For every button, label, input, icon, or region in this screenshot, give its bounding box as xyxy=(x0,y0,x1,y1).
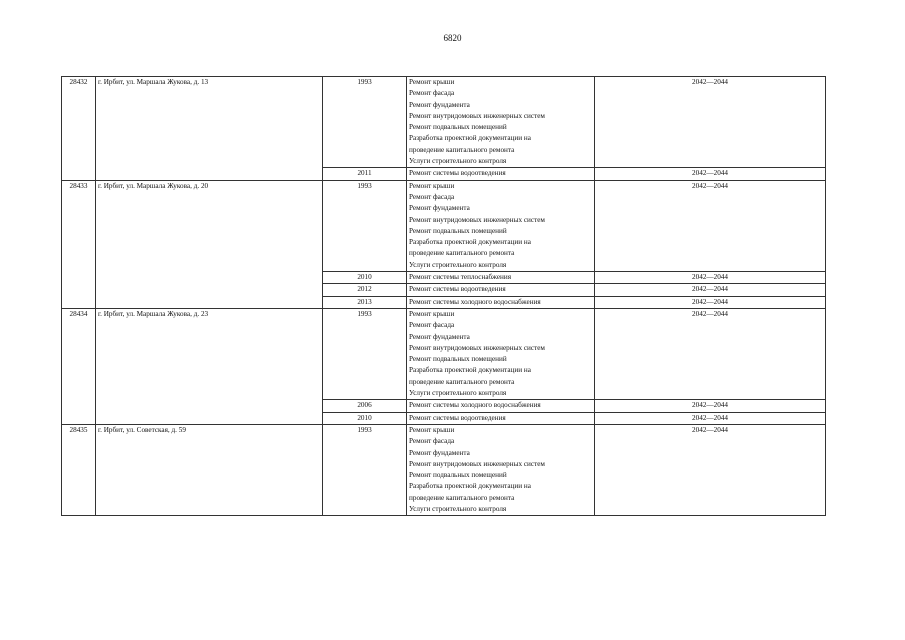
year-cell: 2011 xyxy=(323,168,407,180)
period-cell: 2042—2044 xyxy=(595,272,826,284)
works-cell xyxy=(407,424,595,515)
repair-schedule-body xyxy=(62,77,826,516)
work-item: проведение капитального ремонта xyxy=(409,145,515,154)
table-row xyxy=(62,77,826,168)
work-item: Ремонт фасада xyxy=(409,321,455,330)
building-id-cell: 28434 xyxy=(62,308,96,424)
work-item: Ремонт фасада xyxy=(409,192,455,201)
works-cell xyxy=(407,180,595,271)
work-item: Ремонт фундамента xyxy=(409,204,470,213)
year-cell: 2010 xyxy=(323,272,407,284)
work-item: Ремонт подвальных помещений xyxy=(409,471,507,480)
work-item: Разработка проектной документации на xyxy=(409,134,531,143)
year-cell: 1993 xyxy=(323,77,407,168)
building-id-cell: 28435 xyxy=(62,424,96,515)
work-item: Услуги строительного контроля xyxy=(409,389,507,398)
year-cell: 2006 xyxy=(323,400,407,412)
work-item: Услуги строительного контроля xyxy=(409,260,507,269)
work-item: Ремонт фасада xyxy=(409,437,455,446)
work-item: Ремонт подвальных помещений xyxy=(409,355,507,364)
work-item: Ремонт крыши xyxy=(409,181,455,190)
period-cell: 2042—2044 xyxy=(595,424,826,515)
period-cell: 2042—2044 xyxy=(595,284,826,296)
work-item: проведение капитального ремонта xyxy=(409,493,515,502)
table-row xyxy=(62,424,826,515)
works-cell xyxy=(407,412,595,424)
period-cell: 2042—2044 xyxy=(595,308,826,399)
address-cell: г. Ирбит, ул. Маршала Жукова, д. 13 xyxy=(96,77,323,181)
works-cell xyxy=(407,284,595,296)
table-row xyxy=(62,180,826,271)
work-item: Ремонт системы водоотведения xyxy=(409,413,506,422)
works-cell xyxy=(407,308,595,399)
work-item: проведение капитального ремонта xyxy=(409,377,515,386)
work-item: Услуги строительного контроля xyxy=(409,157,507,166)
work-item: Ремонт системы холодного водоснабжения xyxy=(409,297,541,306)
work-item: Ремонт фундамента xyxy=(409,448,470,457)
work-item: Ремонт внутридомовых инженерных систем xyxy=(409,215,545,224)
work-item: Ремонт крыши xyxy=(409,78,455,86)
works-cell xyxy=(407,272,595,284)
works-cell xyxy=(407,400,595,412)
year-cell: 1993 xyxy=(323,308,407,399)
work-item: Ремонт крыши xyxy=(409,425,455,434)
period-cell: 2042—2044 xyxy=(595,77,826,168)
building-id-cell: 28433 xyxy=(62,180,96,308)
work-item: Ремонт внутридомовых инженерных систем xyxy=(409,459,545,468)
address-cell: г. Ирбит, ул. Маршала Жукова, д. 20 xyxy=(96,180,323,308)
repair-schedule-table xyxy=(61,76,826,516)
work-item: проведение капитального ремонта xyxy=(409,249,515,258)
work-item: Ремонт системы холодного водоснабжения xyxy=(409,401,541,410)
year-cell: 1993 xyxy=(323,424,407,515)
work-item: Ремонт фундамента xyxy=(409,100,470,109)
address-cell: г. Ирбит, ул. Советская, д. 59 xyxy=(96,424,323,515)
year-cell: 2012 xyxy=(323,284,407,296)
period-cell: 2042—2044 xyxy=(595,296,826,308)
works-cell xyxy=(407,77,595,168)
year-cell: 1993 xyxy=(323,180,407,271)
work-item: Ремонт фасада xyxy=(409,89,455,98)
works-cell xyxy=(407,168,595,180)
work-item: Ремонт системы водоотведения xyxy=(409,169,506,178)
work-item: Услуги строительного контроля xyxy=(409,504,507,513)
page-number: 6820 xyxy=(443,33,462,43)
period-cell: 2042—2044 xyxy=(595,168,826,180)
address-cell: г. Ирбит, ул. Маршала Жукова, д. 23 xyxy=(96,308,323,424)
period-cell: 2042—2044 xyxy=(595,180,826,271)
work-item: Ремонт фундамента xyxy=(409,332,470,341)
work-item: Ремонт системы водоотведения xyxy=(409,285,506,294)
period-cell: 2042—2044 xyxy=(595,400,826,412)
work-item: Ремонт подвальных помещений xyxy=(409,123,507,132)
work-item: Ремонт системы теплоснабжения xyxy=(409,273,512,282)
works-cell xyxy=(407,296,595,308)
year-cell: 2010 xyxy=(323,412,407,424)
work-item: Разработка проектной документации на xyxy=(409,366,531,375)
work-item: Разработка проектной документации на xyxy=(409,238,531,247)
work-item: Ремонт подвальных помещений xyxy=(409,226,507,235)
work-item: Ремонт внутридомовых инженерных систем xyxy=(409,343,545,352)
work-item: Ремонт внутридомовых инженерных систем xyxy=(409,111,545,120)
work-item: Разработка проектной документации на xyxy=(409,482,531,491)
year-cell: 2013 xyxy=(323,296,407,308)
work-item: Ремонт крыши xyxy=(409,309,455,318)
building-id-cell: 28432 xyxy=(62,77,96,181)
table-row xyxy=(62,308,826,399)
period-cell: 2042—2044 xyxy=(595,412,826,424)
